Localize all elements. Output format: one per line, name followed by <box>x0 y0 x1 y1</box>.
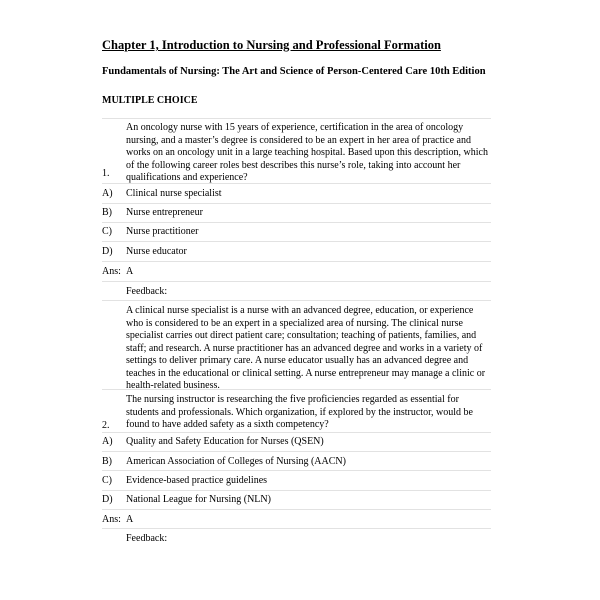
option-text: Nurse educator <box>126 246 187 257</box>
feedback-label: Feedback: <box>126 533 168 544</box>
question-number: 2. <box>102 419 110 431</box>
row-divider <box>102 451 491 452</box>
answer-value: A <box>126 514 134 525</box>
option-row <box>102 436 491 449</box>
feedback-label-row <box>102 533 491 546</box>
feedback-row <box>102 305 491 391</box>
option-row <box>102 246 491 259</box>
chapter-title: Chapter 1, Introduction to Nursing and Professional Formation <box>102 38 441 52</box>
option-letter: A) <box>102 188 113 199</box>
row-divider <box>102 470 491 471</box>
feedback-text: A clinical nurse specialist is a nurse with an advanced degree, education, or experience who is considered to be an expert in a specialized area of nursing. The clinical nurse specialist carries out direct patient care; consultation; teaching of patients, families, and staff; and research. A nurse practitioner has an advanced degree and works in a variety of settings to deliver primary care. A nurse educator usually has an advanced degree and teaches in the educational or clinical setting. A nurse entrepreneur may manage a clinic or health-related business. <box>126 305 486 391</box>
option-text: Nurse practitioner <box>126 226 199 237</box>
answer-value: A <box>126 266 134 277</box>
row-divider <box>102 300 491 301</box>
row-divider <box>102 241 491 242</box>
option-text: American Association of Colleges of Nursing (AACN) <box>126 456 346 467</box>
option-text: Nurse entrepreneur <box>126 207 203 218</box>
book-title: Fundamentals of Nursing: The Art and Science of Person-Centered Care 10th Edition <box>102 66 486 77</box>
section-heading: MULTIPLE CHOICE <box>102 95 198 106</box>
row-divider <box>102 222 491 223</box>
answer-label: Ans: <box>102 514 121 525</box>
row-divider <box>102 118 491 119</box>
option-letter: C) <box>102 226 112 237</box>
option-letter: B) <box>102 207 112 218</box>
option-row <box>102 207 491 220</box>
row-divider <box>102 389 491 390</box>
option-letter: A) <box>102 436 113 447</box>
answer-row <box>102 514 491 527</box>
option-text: National League for Nursing (NLN) <box>126 494 271 505</box>
option-row <box>102 494 491 507</box>
question-stem: The nursing instructor is researching the five proficiencies regarded as essential for students and professionals. Which organization, if explored by the instructor, would be found to have added safety as a sixth competency? <box>126 394 473 430</box>
option-row <box>102 226 491 239</box>
feedback-label-row <box>102 286 491 299</box>
row-divider <box>102 528 491 529</box>
question-stem: An oncology nurse with 15 years of experience, certification in the area of oncology nursing, and a master’s degree is considered to be an expert in her area of practice and works on an oncology unit in a large teaching hospital. Based upon this description, which of the following career roles best describes this nurse’s role, taking into account her qualifications and experience? <box>126 122 488 183</box>
row-divider <box>102 281 491 282</box>
option-letter: D) <box>102 246 113 257</box>
row-divider <box>102 490 491 491</box>
question-2 <box>102 394 491 432</box>
option-row <box>102 456 491 469</box>
option-letter: D) <box>102 494 113 505</box>
row-divider <box>102 183 491 184</box>
row-divider <box>102 203 491 204</box>
option-row <box>102 475 491 488</box>
option-text: Clinical nurse specialist <box>126 188 222 199</box>
question-1 <box>102 122 491 183</box>
row-divider <box>102 261 491 262</box>
feedback-label: Feedback: <box>126 286 168 297</box>
option-row <box>102 188 491 201</box>
row-divider <box>102 509 491 510</box>
answer-label: Ans: <box>102 266 121 277</box>
row-divider <box>102 432 491 433</box>
option-letter: B) <box>102 456 112 467</box>
option-text: Quality and Safety Education for Nurses (QSEN) <box>126 436 324 447</box>
option-text: Evidence-based practice guidelines <box>126 475 268 486</box>
option-letter: C) <box>102 475 112 486</box>
answer-row <box>102 266 491 279</box>
question-number: 1. <box>102 167 110 179</box>
